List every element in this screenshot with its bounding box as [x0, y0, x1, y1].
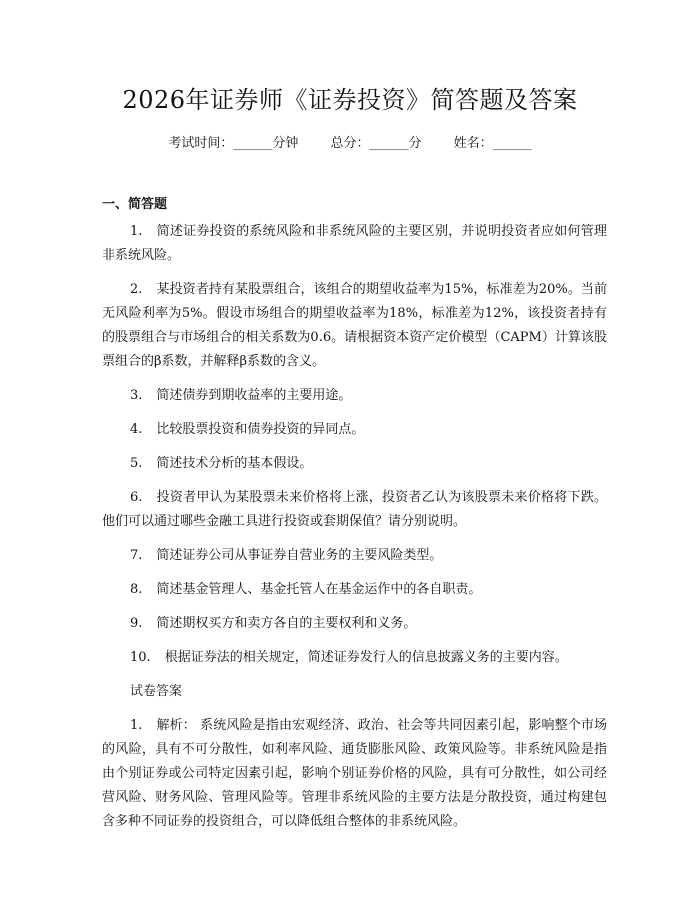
question-item-text: 简述证券投资的系统风险和非系统风险的主要区别，并说明投资者应如何管理非系统风险。: [102, 224, 607, 263]
question-item-text: 简述技术分析的基本假设。: [156, 456, 313, 471]
question-item: [102, 418, 607, 442]
question-item-number: 2.: [130, 282, 143, 297]
question-item-number: 5.: [130, 456, 143, 471]
exam-name: 姓名：______: [453, 136, 532, 151]
question-item: [102, 384, 607, 408]
question-item-number: 10.: [130, 650, 151, 665]
answer-item-number: 1.: [130, 718, 143, 733]
question-item: [102, 612, 607, 636]
question-list: [102, 220, 607, 670]
question-item: [102, 220, 607, 268]
question-item-text: 某投资者持有某股票组合，该组合的期望收益率为15%，标准差为20%。当前无风险利率为5%。假设市场组合的期望收益率为18%，标准差为12%，该投资者持有的股票组合与市场组合的相关系数为0.6。请根据资本资产定价模型（CAPM）计算该股票组合的β系数，并解释β系数的含义。: [102, 282, 607, 369]
question-item-text: 简述期权买方和卖方各自的主要权利和义务。: [156, 616, 417, 631]
question-item-number: 7.: [130, 548, 143, 563]
question-item: [102, 578, 607, 602]
question-item: [102, 544, 607, 568]
question-item-text: 简述基金管理人、基金托管人在基金运作中的各自职责。: [156, 582, 482, 597]
question-item: [102, 278, 607, 374]
question-item-text: 根据证券法的相关规定，简述证券发行人的信息披露义务的主要内容。: [164, 650, 568, 665]
answer-list: [102, 714, 607, 834]
question-item-text: 简述债券到期收益率的主要用途。: [156, 388, 352, 403]
answer-item: [102, 714, 607, 834]
question-item-number: 4.: [130, 422, 143, 437]
question-item: [102, 646, 607, 670]
section-title: 一、简答题: [102, 197, 168, 212]
exam-time: 考试时间：______分钟: [168, 136, 299, 151]
question-item-number: 9.: [130, 616, 143, 631]
question-item-number: 1.: [130, 224, 143, 239]
question-item: [102, 452, 607, 476]
document-title: 2026年证券师《证券投资》简答题及答案: [122, 86, 578, 114]
question-item-number: 6.: [130, 490, 143, 505]
answer-item-text: 解析： 系统风险是指由宏观经济、政治、社会等共同因素引起，影响整个市场的风险，具有不可分散性，如利率风险、通货膨胀风险、政策风险等。非系统风险是指由个别证券或公司特定因素引起，影响个别证券价格的风险，具有可分散性，如公司经营风险、财务风险、管理风险等。管理非系统风险的主要方法是分散投资，通过构建包含多种不同证券的投资组合，可以降低组合整体的非系统风险。: [102, 718, 607, 829]
question-item-text: 简述证券公司从事证券自营业务的主要风险类型。: [156, 548, 443, 563]
question-item-text: 比较股票投资和债券投资的异同点。: [156, 422, 365, 437]
answer-heading: 试卷答案: [130, 684, 183, 699]
question-item: [102, 486, 607, 534]
exam-meta: [0, 132, 700, 151]
exam-score: 总分：______分: [330, 136, 422, 151]
document-body: [102, 220, 607, 844]
question-item-number: 3.: [130, 388, 143, 403]
question-item-number: 8.: [130, 582, 143, 597]
question-item-text: 投资者甲认为某股票未来价格将上涨，投资者乙认为该股票未来价格将下跌。他们可以通过哪些金融工具进行投资或套期保值？请分别说明。: [102, 490, 607, 529]
